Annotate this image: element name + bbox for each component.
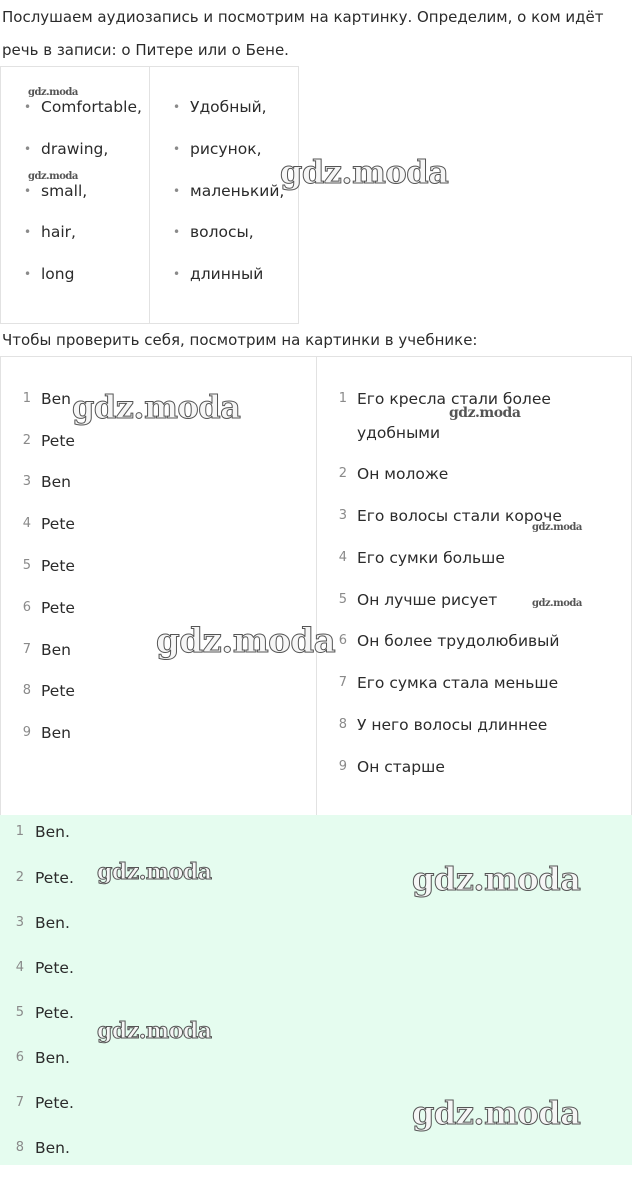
vocab-ru-item: • длинный <box>190 264 263 284</box>
name-number: 4 <box>22 516 31 531</box>
name-number: 9 <box>22 725 31 740</box>
vocab-en-item: • drawing, <box>41 139 108 159</box>
name-number: 6 <box>22 600 31 615</box>
answer-value: Ben. <box>35 823 70 841</box>
vocab-en-item: • hair, <box>41 222 76 242</box>
statement-text: Он старше <box>357 758 445 776</box>
intro-line-1: Послушаем аудиозапись и посмотрим на картинку. Определим, о ком идёт <box>2 8 604 26</box>
statement-text: Он моложе <box>357 465 449 483</box>
statement-number: 6 <box>338 633 347 648</box>
intro-line-2: речь в записи: о Питере или о Бене. <box>2 41 289 59</box>
watermark: gdz.moda <box>156 621 336 661</box>
watermark: gdz.moda <box>412 860 581 898</box>
answer-number: 4 <box>15 960 24 975</box>
watermark: gdz.moda <box>532 522 582 533</box>
name-number: 1 <box>22 391 31 406</box>
statement-number: 2 <box>338 466 347 481</box>
statement-number: 7 <box>338 675 347 690</box>
statement-text: Он лучше рисует <box>357 591 498 609</box>
statement-text: У него волосы длиннее <box>357 716 548 734</box>
name-value: Pete <box>41 599 75 617</box>
vocab-en-item: • Comfortable, <box>41 97 142 117</box>
vocab-ru-item: • волосы, <box>190 222 254 242</box>
check-text: Чтобы проверить себя, посмотрим на картинки в учебнике: <box>2 331 478 349</box>
statement-text: Его сумки больше <box>357 549 505 567</box>
name-value: Ben <box>41 641 71 659</box>
name-value: Pete <box>41 432 75 450</box>
watermark: gdz.moda <box>449 405 521 421</box>
vocab-en-item: • small, <box>41 181 87 201</box>
watermark: gdz.moda <box>412 1094 581 1132</box>
answer-number: 5 <box>15 1005 24 1020</box>
statement-text: Его сумка стала меньше <box>357 674 559 692</box>
statement-text: Он более трудолюбивый <box>357 632 560 650</box>
answer-value: Pete. <box>35 1004 74 1022</box>
statement-number: 9 <box>338 759 347 774</box>
answer-value: Ben. <box>35 1139 70 1157</box>
watermark: gdz.moda <box>280 153 449 191</box>
name-number: 5 <box>22 558 31 573</box>
vocab-table-divider <box>149 67 150 323</box>
statement-number: 1 <box>338 391 347 406</box>
statement-text: Его волосы стали короче <box>357 507 562 525</box>
answer-number: 6 <box>15 1050 24 1065</box>
name-number: 3 <box>22 474 31 489</box>
vocab-ru-item: • рисунок, <box>190 139 262 159</box>
answer-value: Ben. <box>35 914 70 932</box>
watermark: gdz.moda <box>532 598 582 609</box>
answer-number: 1 <box>15 824 24 839</box>
statement-number: 8 <box>338 717 347 732</box>
name-value: Ben <box>41 724 71 742</box>
name-number: 7 <box>22 642 31 657</box>
vocab-en-item: • long <box>41 264 74 284</box>
answer-value: Pete. <box>35 869 74 887</box>
answer-number: 2 <box>15 870 24 885</box>
answer-number: 8 <box>15 1140 24 1155</box>
watermark: gdz.moda <box>97 1018 212 1044</box>
statement-number: 5 <box>338 592 347 607</box>
statement-number: 3 <box>338 508 347 523</box>
name-value: Pete <box>41 557 75 575</box>
watermark: gdz.moda <box>28 171 78 182</box>
watermark: gdz.moda <box>72 388 241 426</box>
watermark: gdz.moda <box>97 859 212 885</box>
watermark: gdz.moda <box>28 87 78 98</box>
name-value: Pete <box>41 682 75 700</box>
name-value: Pete <box>41 515 75 533</box>
vocab-ru-item: • Удобный, <box>190 97 267 117</box>
name-number: 2 <box>22 433 31 448</box>
matching-table-divider <box>316 357 317 815</box>
answer-value: Pete. <box>35 959 74 977</box>
name-value: Ben <box>41 390 71 408</box>
answer-number: 7 <box>15 1095 24 1110</box>
answer-value: Pete. <box>35 1094 74 1112</box>
name-value: Ben <box>41 473 71 491</box>
vocab-ru-item: • маленький, <box>190 181 284 201</box>
statement-text-continued: удобными <box>357 424 441 442</box>
answer-number: 3 <box>15 915 24 930</box>
statement-text: Его кресла стали более <box>357 390 551 408</box>
statement-number: 4 <box>338 550 347 565</box>
answer-value: Ben. <box>35 1049 70 1067</box>
name-number: 8 <box>22 683 31 698</box>
